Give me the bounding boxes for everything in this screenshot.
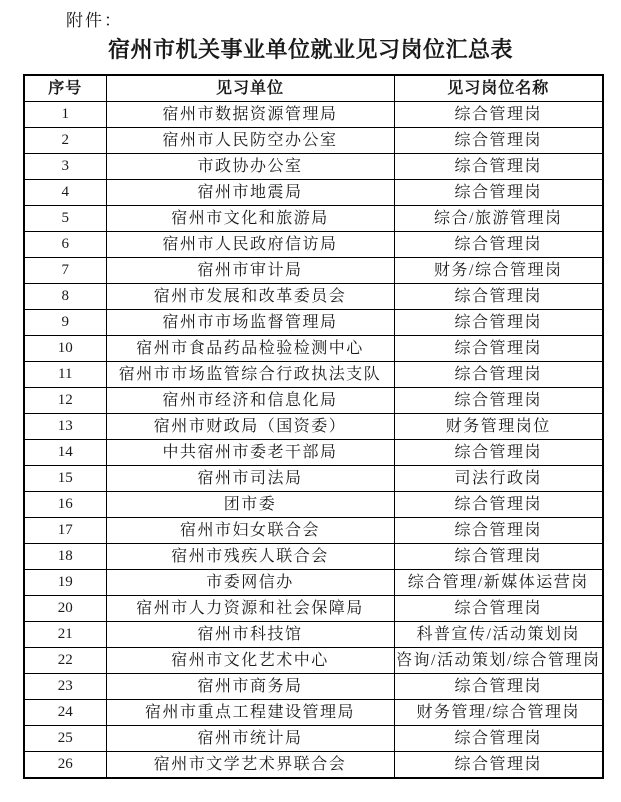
table-row: [24, 336, 603, 362]
table-row: [24, 102, 603, 128]
unit-cell: 宿州市文学艺术界联合会: [106, 752, 394, 779]
serial-cell: 25: [24, 726, 106, 752]
position-cell: 综合管理岗: [394, 102, 603, 128]
table-row: [24, 674, 603, 700]
position-cell: 综合管理岗: [394, 596, 603, 622]
position-cell: 综合/旅游管理岗: [394, 206, 603, 232]
serial-cell: 19: [24, 570, 106, 596]
serial-cell: 23: [24, 674, 106, 700]
unit-cell: 宿州市文化和旅游局: [106, 206, 394, 232]
table-row: [24, 180, 603, 206]
serial-cell: 14: [24, 440, 106, 466]
unit-cell: 市委网信办: [106, 570, 394, 596]
serial-cell: 16: [24, 492, 106, 518]
position-cell: 综合管理岗: [394, 180, 603, 206]
serial-cell: 21: [24, 622, 106, 648]
serial-cell: 1: [24, 102, 106, 128]
table-row: [24, 310, 603, 336]
table-row: [24, 570, 603, 596]
table-row: [24, 544, 603, 570]
serial-cell: 15: [24, 466, 106, 492]
table-row: [24, 492, 603, 518]
position-cell: 综合管理岗: [394, 674, 603, 700]
unit-cell: 宿州市人民防空办公室: [106, 128, 394, 154]
table-row: [24, 128, 603, 154]
position-cell: 财务/综合管理岗: [394, 258, 603, 284]
serial-cell: 20: [24, 596, 106, 622]
unit-cell: 宿州市妇女联合会: [106, 518, 394, 544]
unit-cell: 市政协办公室: [106, 154, 394, 180]
unit-cell: 宿州市审计局: [106, 258, 394, 284]
table-row: [24, 648, 603, 674]
unit-cell: 中共宿州市委老干部局: [106, 440, 394, 466]
serial-cell: 10: [24, 336, 106, 362]
table-row: [24, 622, 603, 648]
table-row: [24, 362, 603, 388]
serial-cell: 5: [24, 206, 106, 232]
table-row: [24, 258, 603, 284]
table-body: [24, 102, 603, 779]
table-row: [24, 154, 603, 180]
serial-cell: 2: [24, 128, 106, 154]
table-row: [24, 700, 603, 726]
position-cell: 综合管理岗: [394, 440, 603, 466]
serial-cell: 7: [24, 258, 106, 284]
unit-cell: 宿州市市场监管综合行政执法支队: [106, 362, 394, 388]
header-internship-unit: 见习单位: [106, 75, 394, 102]
unit-cell: 宿州市重点工程建设管理局: [106, 700, 394, 726]
serial-cell: 17: [24, 518, 106, 544]
position-cell: 财务管理岗位: [394, 414, 603, 440]
position-cell: 司法行政岗: [394, 466, 603, 492]
position-cell: 科普宣传/活动策划岗: [394, 622, 603, 648]
serial-cell: 13: [24, 414, 106, 440]
unit-cell: 宿州市发展和改革委员会: [106, 284, 394, 310]
table-row: [24, 284, 603, 310]
unit-cell: 宿州市文化艺术中心: [106, 648, 394, 674]
serial-cell: 8: [24, 284, 106, 310]
unit-cell: 宿州市数据资源管理局: [106, 102, 394, 128]
unit-cell: 宿州市司法局: [106, 466, 394, 492]
position-cell: 综合管理岗: [394, 726, 603, 752]
unit-cell: 宿州市财政局（国资委）: [106, 414, 394, 440]
table-row: [24, 206, 603, 232]
unit-cell: 宿州市经济和信息化局: [106, 388, 394, 414]
unit-cell: 宿州市统计局: [106, 726, 394, 752]
position-cell: 综合管理岗: [394, 336, 603, 362]
position-cell: 综合管理岗: [394, 518, 603, 544]
position-cell: 综合管理岗: [394, 362, 603, 388]
attachment-label: 附件：: [66, 11, 123, 30]
serial-cell: 24: [24, 700, 106, 726]
serial-cell: 12: [24, 388, 106, 414]
unit-cell: 宿州市残疾人联合会: [106, 544, 394, 570]
unit-cell: 宿州市商务局: [106, 674, 394, 700]
position-cell: 综合管理岗: [394, 232, 603, 258]
position-cell: 综合管理岗: [394, 310, 603, 336]
unit-cell: 宿州市市场监督管理局: [106, 310, 394, 336]
table-row: [24, 518, 603, 544]
serial-cell: 22: [24, 648, 106, 674]
table-row: [24, 440, 603, 466]
table-row: [24, 752, 603, 779]
page-title: 宿州市机关事业单位就业见习岗位汇总表: [107, 37, 513, 62]
table-row: [24, 232, 603, 258]
table-row: [24, 726, 603, 752]
serial-cell: 11: [24, 362, 106, 388]
position-cell: 综合管理岗: [394, 492, 603, 518]
position-cell: 综合管理岗: [394, 128, 603, 154]
position-cell: 财务管理/综合管理岗: [394, 700, 603, 726]
unit-cell: 宿州市科技馆: [106, 622, 394, 648]
serial-cell: 4: [24, 180, 106, 206]
position-cell: 综合管理岗: [394, 388, 603, 414]
position-cell: 综合管理岗: [394, 154, 603, 180]
unit-cell: 宿州市人民政府信访局: [106, 232, 394, 258]
position-cell: 综合管理/新媒体运营岗: [394, 570, 603, 596]
position-cell: 综合管理岗: [394, 544, 603, 570]
position-cell: 综合管理岗: [394, 284, 603, 310]
position-cell: 咨询/活动策划/综合管理岗: [394, 648, 603, 674]
table-row: [24, 388, 603, 414]
serial-cell: 3: [24, 154, 106, 180]
table-row: [24, 596, 603, 622]
positions-table: [23, 74, 604, 779]
table-row: [24, 414, 603, 440]
serial-cell: 18: [24, 544, 106, 570]
unit-cell: 宿州市人力资源和社会保障局: [106, 596, 394, 622]
header-serial-number: 序号: [24, 75, 106, 102]
serial-cell: 9: [24, 310, 106, 336]
header-position-name: 见习岗位名称: [394, 75, 603, 102]
serial-cell: 26: [24, 752, 106, 779]
unit-cell: 团市委: [106, 492, 394, 518]
table-row: [24, 466, 603, 492]
table-header-row: [24, 75, 603, 102]
unit-cell: 宿州市食品药品检验检测中心: [106, 336, 394, 362]
serial-cell: 6: [24, 232, 106, 258]
unit-cell: 宿州市地震局: [106, 180, 394, 206]
position-cell: 综合管理岗: [394, 752, 603, 779]
